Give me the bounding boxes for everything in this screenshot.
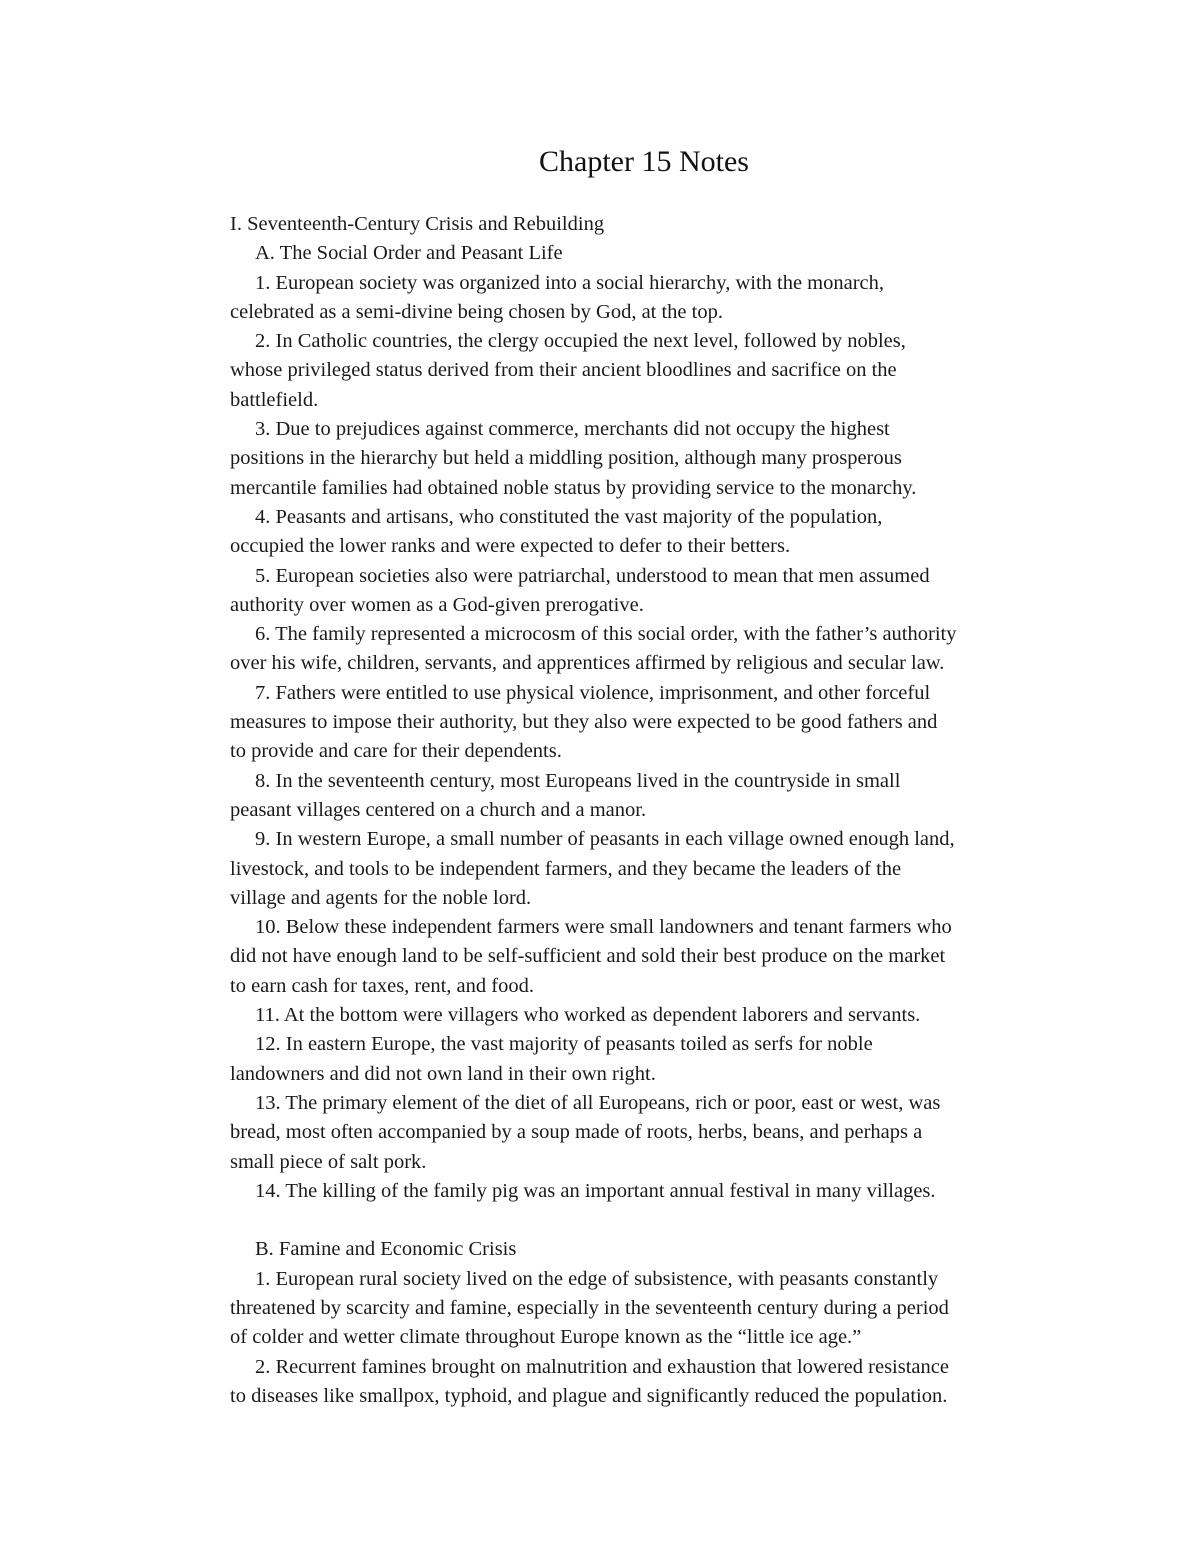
list-item <box>230 620 1070 679</box>
list-item-line: mercantile families had obtained noble status by providing service to the monarchy. <box>230 476 917 499</box>
list-item-line: 14. The killing of the family pig was an important annual festival in many villages. <box>255 1179 936 1202</box>
list-item-line: 1. European society was organized into a social hierarchy, with the monarch, <box>255 271 885 294</box>
paragraph-spacer <box>230 1206 1070 1235</box>
list-item-line: 6. The family represented a microcosm of this social order, with the father’s authority <box>255 623 957 646</box>
list-item-line: threatened by scarcity and famine, especially in the seventeenth century during a period <box>230 1296 949 1319</box>
document-title: Chapter 15 Notes <box>539 145 749 178</box>
list-item-line: 7. Fathers were entitled to use physical violence, imprisonment, and other forceful <box>255 681 931 704</box>
list-item <box>230 503 1070 562</box>
list-item-line: 10. Below these independent farmers were small landowners and tenant farmers who <box>255 916 952 939</box>
list-item-line: occupied the lower ranks and were expected to defer to their betters. <box>230 535 791 558</box>
list-item-line: 1. European rural society lived on the edge of subsistence, with peasants constantly <box>255 1267 939 1290</box>
list-item <box>230 1030 1070 1089</box>
list-item <box>230 825 1070 913</box>
list-item-line: 12. In eastern Europe, the vast majority of peasants toiled as serfs for noble <box>255 1033 873 1056</box>
list-item <box>230 1089 1070 1177</box>
list-item-line: celebrated as a semi-divine being chosen by God, at the top. <box>230 300 723 323</box>
list-item-line: bread, most often accompanied by a soup made of roots, herbs, beans, and perhaps a <box>230 1121 923 1144</box>
list-item-line: 2. Recurrent famines brought on malnutrition and exhaustion that lowered resistance <box>255 1355 949 1378</box>
list-item-line: 3. Due to prejudices against commerce, merchants did not occupy the highest <box>255 418 890 441</box>
section-b-heading: B. Famine and Economic Crisis <box>255 1238 517 1261</box>
list-item-line: 8. In the seventeenth century, most Europeans lived in the countryside in small <box>255 769 901 792</box>
list-item-line: positions in the hierarchy but held a middling position, although many prosperous <box>230 447 902 470</box>
list-item-line: 11. At the bottom were villagers who worked as dependent laborers and servants. <box>255 1004 921 1027</box>
list-item-line: measures to impose their authority, but they also were expected to be good fathers and <box>230 711 938 734</box>
list-item <box>230 415 1070 503</box>
list-item <box>230 679 1070 767</box>
list-item-line: over his wife, children, servants, and apprentices affirmed by religious and secular law. <box>230 652 945 675</box>
list-item-line: livestock, and tools to be independent farmers, and they became the leaders of the <box>230 857 902 880</box>
list-item-line: 4. Peasants and artisans, who constituted the vast majority of the population, <box>255 505 883 528</box>
list-item-line: did not have enough land to be self-sufficient and sold their best produce on the market <box>230 945 946 968</box>
list-item <box>230 562 1070 621</box>
list-item <box>230 1353 1070 1412</box>
list-item-line: to diseases like smallpox, typhoid, and plague and significantly reduced the population. <box>230 1384 948 1407</box>
list-item-line: whose privileged status derived from their ancient bloodlines and sacrifice on the <box>230 359 897 382</box>
list-item <box>230 913 1070 1001</box>
list-item <box>230 327 1070 415</box>
list-item-line: peasant villages centered on a church and a manor. <box>230 798 647 821</box>
section-a-items <box>230 269 1070 1207</box>
section-b-items <box>230 1265 1070 1411</box>
list-item-line: 9. In western Europe, a small number of peasants in each village owned enough land, <box>255 828 955 851</box>
list-item-line: village and agents for the noble lord. <box>230 886 532 909</box>
list-item <box>230 767 1070 826</box>
list-item-line: landowners and did not own land in their own right. <box>230 1062 656 1085</box>
list-item <box>230 1177 1070 1206</box>
list-item <box>230 269 1070 328</box>
notes-outline <box>230 210 1070 1411</box>
list-item <box>230 1001 1070 1030</box>
section-a-heading: A. The Social Order and Peasant Life <box>255 242 563 265</box>
part-heading: I. Seventeenth-Century Crisis and Rebuilding <box>230 213 605 235</box>
list-item-line: 2. In Catholic countries, the clergy occupied the next level, followed by nobles, <box>255 330 906 353</box>
list-item-line: battlefield. <box>230 388 319 411</box>
list-item-line: 5. European societies also were patriarchal, understood to mean that men assumed <box>255 564 930 587</box>
list-item <box>230 1265 1070 1353</box>
list-item-line: authority over women as a God-given prerogative. <box>230 593 644 616</box>
list-item-line: small piece of salt pork. <box>230 1150 427 1173</box>
list-item-line: 13. The primary element of the diet of all Europeans, rich or poor, east or west, was <box>255 1091 941 1114</box>
list-item-line: of colder and wetter climate throughout Europe known as the “little ice age.” <box>230 1326 862 1349</box>
list-item-line: to provide and care for their dependents. <box>230 740 562 763</box>
list-item-line: to earn cash for taxes, rent, and food. <box>230 974 534 997</box>
